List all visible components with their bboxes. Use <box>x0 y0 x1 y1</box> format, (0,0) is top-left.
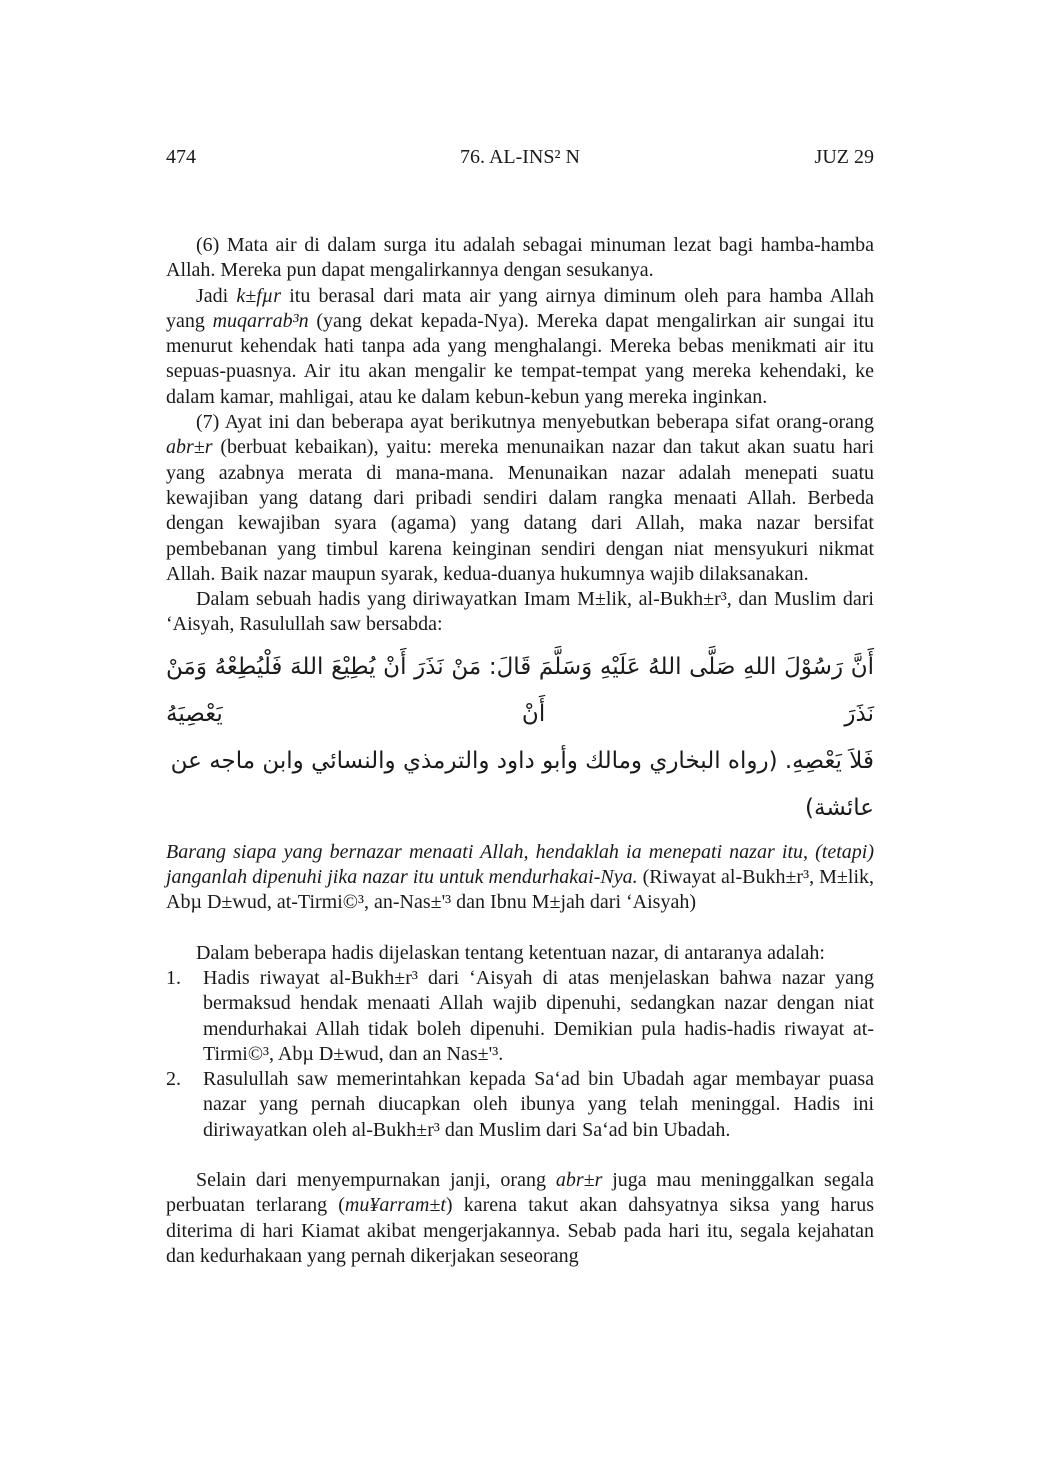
arabic-hadith <box>166 644 874 832</box>
arabic-line-2: فَلاَ يَعْصِهِ. (رواه البخاري ومالك وأبو داود والترمذي والنسائي وابن ماجه عن عائشة) <box>170 747 874 821</box>
spacer <box>166 916 874 941</box>
term-kafur: k±fµr <box>236 284 282 307</box>
body-text <box>166 233 874 1269</box>
term-muharramat: mu¥arram±t <box>344 1194 446 1217</box>
list-number: 2. <box>166 1068 181 1091</box>
numbered-list <box>166 966 874 1143</box>
text-run: (yang dekat kepada-Nya). Mereka dapat mengalirkan air sungai itu menurut kehendak hati tanpa ada yang menghalangi. Mereka bebas menikmati air itu sepuas-puasnya. Air itu akan mengalir ke tempat-tempat yang mereka kehendaki, ke dalam kamar, mahligai, atau ke dalam kebun-kebun yang mereka inginkan. <box>166 309 874 408</box>
text-run: Jadi <box>196 284 237 307</box>
term-abrar: abr±r <box>555 1169 603 1192</box>
list-item <box>166 966 874 1067</box>
text-run: ) karena takut akan dahsyatnya siksa yang harus diterima di hari Kiamat akibat mengerjakannya. Sebab pada hari itu, segala kejahatan dan kedurhakaan yang pernah dikerjakan seseorang <box>166 1194 874 1267</box>
page-number: 474 <box>166 146 196 168</box>
text-run: juga mau meninggalkan segala perbuatan terlarang ( <box>166 1169 875 1217</box>
juz-label: JUZ 29 <box>814 146 874 168</box>
hadith-translation <box>166 840 874 916</box>
text-run: itu berasal dari mata air yang airnya diminum oleh para hamba Allah yang <box>166 284 874 332</box>
list-number: 1. <box>166 966 181 989</box>
text-run: (7) Ayat ini dan beberapa ayat berikutnya menyebutkan beberapa sifat orang-orang <box>196 411 874 434</box>
spacer <box>166 1143 874 1168</box>
translation-source: (Riwayat al-Bukh±r³, M±lik, Abµ D±wud, at-Tirmi©³, an-Nas±'³ dan Ibnu M±jah dari ‘Aisyah) <box>166 866 875 914</box>
paragraph-ketentuan: Dalam beberapa hadis dijelaskan tentang ketentuan nazar, di antaranya adalah: <box>196 941 825 964</box>
paragraph-6: (6) Mata air di dalam surga itu adalah sebagai minuman lezat bagi hamba-hamba Allah. Mereka pun dapat mengalirkannya dengan sesukanya. <box>166 234 874 282</box>
running-header <box>166 146 874 174</box>
text-run: (berbuat kebaikan), yaitu: mereka menunaikan nazar dan takut akan suatu hari yang azabnya merata di mana-mana. Menunaikan nazar adalah menepati suatu kewajiban yang datang dari pribadi sendiri dalam rangka menaati Allah. Berbeda dengan kewajiban syara (agama) yang datang dari Allah, maka nazar bersifat pembebanan yang timbul karena keinginan sendiri dengan niat mensyukuri nikmat Allah. Baik nazar maupun syarak, kedua-duanya hukumnya wajib dilaksanakan. <box>166 436 874 585</box>
term-muqarrabin: muqarrab³n <box>212 309 309 332</box>
chapter-title: 76. AL-INS² N <box>460 146 580 168</box>
list-text: Hadis riwayat al-Bukh±r³ dari ‘Aisyah di atas menjelaskan bahwa nazar yang bermaksud hendak menaati Allah wajib dipenuhi, sedangkan nazar dengan niat mendurhakai Allah tidak boleh dipenuhi. Demikian pula hadis-hadis riwayat at-Tirmi©³, Abµ D±wud, dan an Nas±'³. <box>203 966 874 1065</box>
term-abrar: abr±r <box>166 436 213 459</box>
paragraph-hadis-intro: Dalam sebuah hadis yang diriwayatkan Imam M±lik, al-Bukh±r³, dan Muslim dari ‘Aisyah, Rasulullah saw bersabda: <box>166 588 874 636</box>
paragraph-abrar <box>166 1168 874 1269</box>
text-run: Selain dari menyempurnakan janji, orang <box>196 1169 556 1192</box>
arabic-line-1: أَنَّ رَسُوْلَ اللهِ صَلَّى اللهُ عَلَيْهِ وَسَلَّمَ قَالَ: مَنْ نَذَرَ أَنْ يُطِيْعَ اللهَ فَلْيُطِعْهُ وَمَنْ نَذَرَ أَنْ يَعْصِيَهُ <box>166 653 874 727</box>
translation-italic: Barang siapa yang bernazar menaati Allah, hendaklah ia menepati nazar itu, (tetapi) janganlah dipenuhi jika nazar itu untuk mendurhakai-Nya. <box>166 840 874 889</box>
paragraph-kafur <box>166 284 874 410</box>
list-item <box>166 1067 874 1143</box>
list-text: Rasulullah saw memerintahkan kepada Sa‘ad bin Ubadah agar membayar puasa nazar yang pernah diucapkan oleh ibunya yang telah meninggal. Hadis ini diriwayatkan oleh al-Bukh±r³ dan Muslim dari Sa‘ad bin Ubadah. <box>203 1068 874 1141</box>
paragraph-7 <box>166 410 874 587</box>
